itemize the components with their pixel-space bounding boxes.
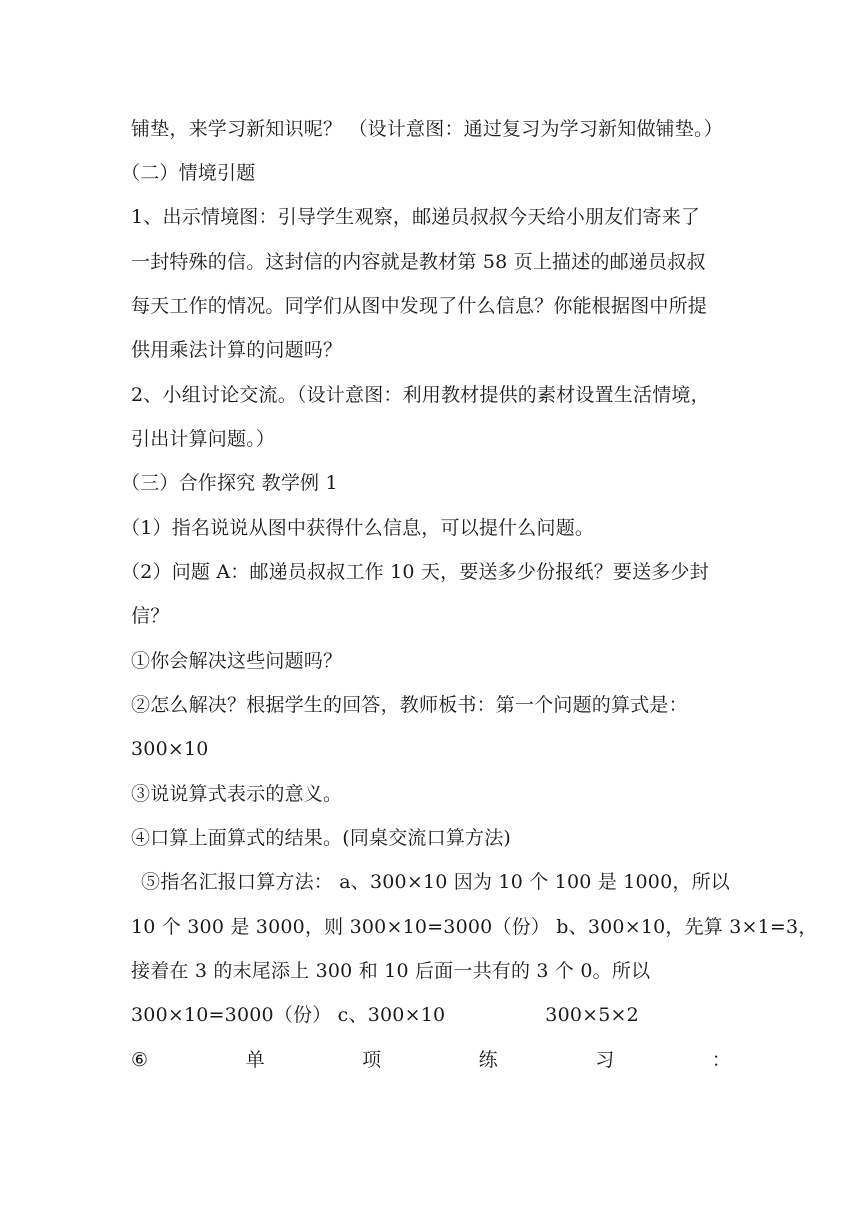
text-line-5: 每天工作的情况。同学们从图中发现了什么信息？你能根据图中所提 xyxy=(131,295,708,317)
text-line-17: ④口算上面算式的结果。(同桌交流口算方法) xyxy=(131,827,512,849)
text-line-16: ③说说算式表示的意义。 xyxy=(131,783,343,805)
text-line-14: ②怎么解决？根据学生的回答，教师板书：第一个问题的算式是： xyxy=(131,694,688,716)
text-line-3: 1、出示情境图：引导学生观察，邮递员叔叔今天给小朋友们寄来了 xyxy=(131,206,701,228)
text-line-19: 10 个 300 是 3000，则 300×10=3000（份） b、300×10，先算 3×1=3， xyxy=(131,916,818,938)
text-line-6: 供用乘法计算的问题吗？ xyxy=(131,339,343,361)
text-line-7: 2、小组讨论交流。（设计意图：利用教材提供的素材设置生活情境， xyxy=(131,384,710,406)
text-line-13: ①你会解决这些问题吗？ xyxy=(131,650,343,672)
exercise-char-1: ⑥ xyxy=(131,1049,149,1071)
section-heading-2: （二）情境引题 xyxy=(121,162,256,184)
text-line-22 xyxy=(131,1047,731,1073)
exercise-char-2: 单 xyxy=(245,1049,265,1071)
text-line-20: 接着在 3 的末尾添上 300 和 10 后面一共有的 3 个 0。所以 xyxy=(131,960,651,982)
text-line-21 xyxy=(131,1002,731,1028)
text-line-8: 引出计算问题。） xyxy=(131,428,276,450)
text-line-1: 铺垫，来学习新知识呢？ （设计意图：通过复习为学习新知做铺垫。） xyxy=(131,118,723,140)
section-heading-3: （三）合作探究 教学例 1 xyxy=(121,472,338,494)
exercise-char-3: 项 xyxy=(362,1049,382,1071)
exercise-char-4: 练 xyxy=(478,1049,498,1071)
text-line-4: 一封特殊的信。这封信的内容就是教材第 58 页上描述的邮递员叔叔 xyxy=(131,251,706,273)
text-line-18: ⑤指名汇报口算方法： a、300×10 因为 10 个 100 是 1000，所以 xyxy=(141,871,730,893)
text-line-15: 300×10 xyxy=(131,738,209,760)
text-line-10: （1）指名说说从图中获得什么信息，可以提什么问题。 xyxy=(121,517,595,539)
text-line-21-part-1: 300×10=3000（份） c、300×10 xyxy=(131,1004,446,1026)
text-line-21-part-2: 300×5×2 xyxy=(545,1004,639,1026)
text-line-12: 信？ xyxy=(131,605,170,627)
exercise-char-5: 习 xyxy=(595,1049,615,1071)
exercise-char-6: ： xyxy=(711,1049,731,1071)
text-line-11: （2）问题 A：邮递员叔叔工作 10 天，要送多少份报纸？要送多少封 xyxy=(121,561,709,583)
